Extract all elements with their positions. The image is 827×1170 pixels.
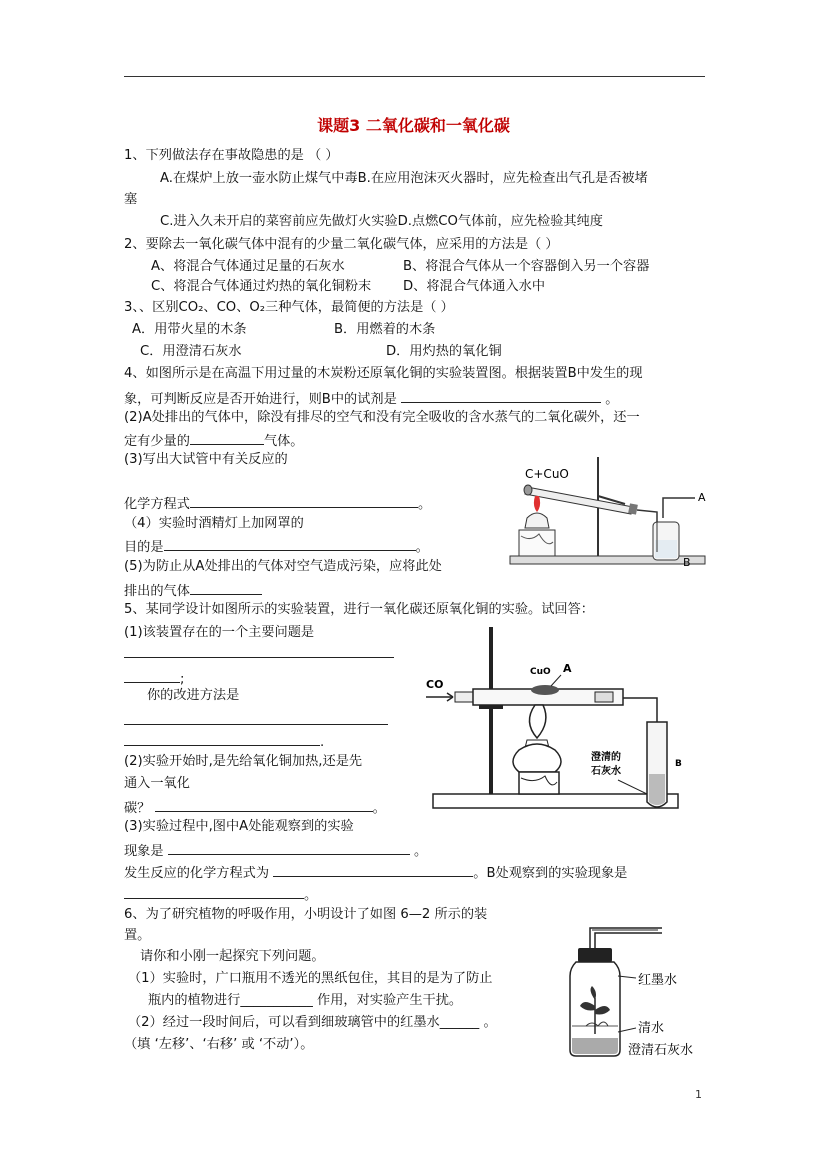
q1-options-ab: A.在煤炉上放一壶水防止煤气中毒B.在应用泡沫灭火器时，应先检查出气孔是否被堵 [160,171,648,186]
q2-option-b: B、将混合气体从一个容器倒入另一个容器 [403,259,650,274]
q4-line2-text: 象，可判断反应是否开始进行，则B中的试剂是 [124,392,397,407]
q6-line5-text: 瓶内的植物进行 [148,993,241,1008]
q6-move-blank[interactable]: ______ [439,1015,480,1030]
q1-options-ab-cont: 塞 [124,192,138,207]
q6-line3: 请你和小刚一起探究下列问题。 [140,949,325,964]
q4-line2 [124,388,618,409]
q4-line6-end: 。 [417,497,432,512]
q5-fig-base [433,794,678,808]
page-title: 课题3 二氧化碳和一氧化碳 [317,116,510,135]
q5-line8-end: 。 [372,801,386,816]
q2-option-c: C、将混合气体通过灼热的氧化铜粉末 [151,279,372,294]
q5-improve-blank-2[interactable] [124,731,324,752]
q4-line5: (3)写出大试管中有关反应的 [124,452,288,467]
q5-line12-end: 。 [304,888,318,903]
q5-line10-text: 现象是 [124,844,164,859]
q5-fig-cuo-label: CuO [530,667,551,677]
q2-option-d: D、将混合气体通入水中 [403,279,546,294]
q5-improve-blank-1[interactable] [124,724,388,725]
q4-line10-text: 排出的气体 [124,584,190,599]
q6-fig-lime: 澄清石灰水 [628,1043,694,1058]
q4-line4 [124,430,304,451]
q4-line10 [124,580,262,601]
q5-fig-test-tube-b [647,722,667,807]
q4-line3: (2)A处排出的气体中，除没有排尽的空气和没有完全吸收的含水蒸气的二氧化碳外，还一 [124,410,640,425]
q6-line6-text: （2）经过一段时间后，可以看到细玻璃管中的红墨水 [128,1015,440,1030]
q4-line8-text: 目的是 [124,540,164,555]
q5-line11-end: 。B处观察到的实验现象是 [473,866,628,881]
q5-phenomenon-b-blank[interactable] [124,884,304,899]
q6-apparatus-figure [562,914,702,1064]
q5-line9: (3)实验过程中,图中A处能观察到的实验 [124,819,354,834]
q5-phenomenon-a-blank[interactable] [168,840,410,855]
q5-line10-end: 。 [413,844,428,859]
q4-fig-bottle-b [653,514,679,560]
q4-line8-end: 。 [415,540,429,555]
q5-fig-co: CO [426,678,444,691]
q5-fig-alcohol-lamp [513,705,561,794]
q4-exhaust-blank[interactable] [190,580,262,595]
q5-line11 [124,862,627,883]
q5-fig-limewater-1: 澄清的 [591,752,621,763]
q2-stem: 2、要除去一氧化碳气体中混有的少量二氧化碳气体，应采用的方法是（ ） [124,237,559,252]
q6-fig-ink: 红墨水 [638,973,678,988]
q4-apparatus-figure [505,452,710,572]
q5-fig-label-b: B [675,759,682,769]
q4-line6 [124,493,431,514]
q4-line1: 4、如图所示是在高温下用过量的木炭粉还原氧化铜的实验装置图。根据装置B中发生的现 [124,366,643,381]
page-number: 1 [695,1088,702,1101]
q6-fig-water: 清水 [638,1021,665,1036]
q5-order-blank[interactable] [155,797,373,812]
header-rule [124,76,705,77]
q5-line12 [124,884,317,905]
q4-fig-label-top: C+CuO [525,467,569,481]
q4-line8 [124,536,429,557]
q1-stem: 1、下列做法存在事故隐患的是 （ ） [124,148,339,163]
q3-option-d: D．用灼热的氧化铜 [386,344,502,359]
q5-line4: 你的改进方法是 [147,688,240,703]
q4-fig-alcohol-lamp [519,496,555,556]
q5-problem-blank-1[interactable] [124,657,394,658]
q4-line7: （4）实验时酒精灯上加网罩的 [124,516,304,531]
q4-gas-blank[interactable] [190,430,264,445]
q5-equation-blank[interactable] [273,862,473,877]
q6-line6-end: 。 [479,1015,497,1030]
q4-purpose-blank[interactable] [164,536,416,551]
q3-stem: 3、、区别CO₂、CO、O₂三种气体，最简便的方法是（ ） [124,300,454,315]
q5-line10 [124,840,427,861]
q5-line1: 5、某同学设计如图所示的实验装置，进行一氧化碳还原氧化铜的实验。试回答： [124,602,594,617]
q6-line5-end: 作用，对实验产生干扰。 [312,993,463,1008]
q2-option-a: A、将混合气体通过足量的石灰水 [151,259,345,274]
q5-line8 [124,797,386,818]
q6-line1: 6、为了研究植物的呼吸作用，小明设计了如图 6—2 所示的装 [124,907,488,922]
q3-option-a: A．用带火星的木条 [132,322,247,337]
q4-fig-test-tube [524,485,638,515]
q4-line4-end: 气体。 [263,434,304,449]
q5-line2: (1)该装置存在的一个主要问题是 [124,625,315,640]
q5-problem-blank-2[interactable] [124,668,184,689]
q4-equation-blank[interactable] [190,493,418,508]
q3-option-b: B．用燃着的木条 [334,322,436,337]
q5-line6: (2)实验开始时,是先给氧化铜加热,还是先 [124,754,363,769]
q1-options-cd: C.进入久未开启的菜窖前应先做灯火实验D.点燃CO气体前，应先检验其纯度 [160,214,603,229]
q6-line5 [148,992,462,1010]
q5-line8-text: 碳？ [124,801,151,816]
q5-line7: 通入一氧化 [124,776,190,791]
q3-option-c: C．用澄清石灰水 [140,344,242,359]
q5-line3-end: ; [180,672,185,687]
q6-process-blank[interactable]: ___________ [240,993,313,1008]
q4-line6-text: 化学方程式 [124,497,190,512]
q4-reagent-blank[interactable] [401,388,601,403]
q6-line7: （填 ‘左移’、‘右移’ 或 ‘不动’）。 [124,1037,314,1052]
q5-fig-cuo [531,685,559,695]
q6-line2: 置。 [124,928,151,943]
q4-fig-label-b: B [683,556,691,569]
q6-line6 [128,1014,497,1032]
q5-line11-text: 发生反应的化学方程式为 [124,866,270,881]
q4-fig-label-a: A [698,491,706,504]
q4-line4-text: 定有少量的 [124,434,190,449]
q6-fig-bottle [570,948,620,1056]
q5-fig-limewater-2: 石灰水 [591,766,621,777]
q5-line5-end: . [320,735,325,750]
q5-fig-label-a: A [563,662,572,675]
q4-line9: (5)为防止从A处排出的气体对空气造成污染，应将此处 [124,559,442,574]
q4-line2-end: 。 [605,392,619,407]
q5-apparatus-figure [423,622,688,812]
q6-line4: （1）实验时，广口瓶用不透光的黑纸包住，其目的是为了防止 [128,971,493,986]
